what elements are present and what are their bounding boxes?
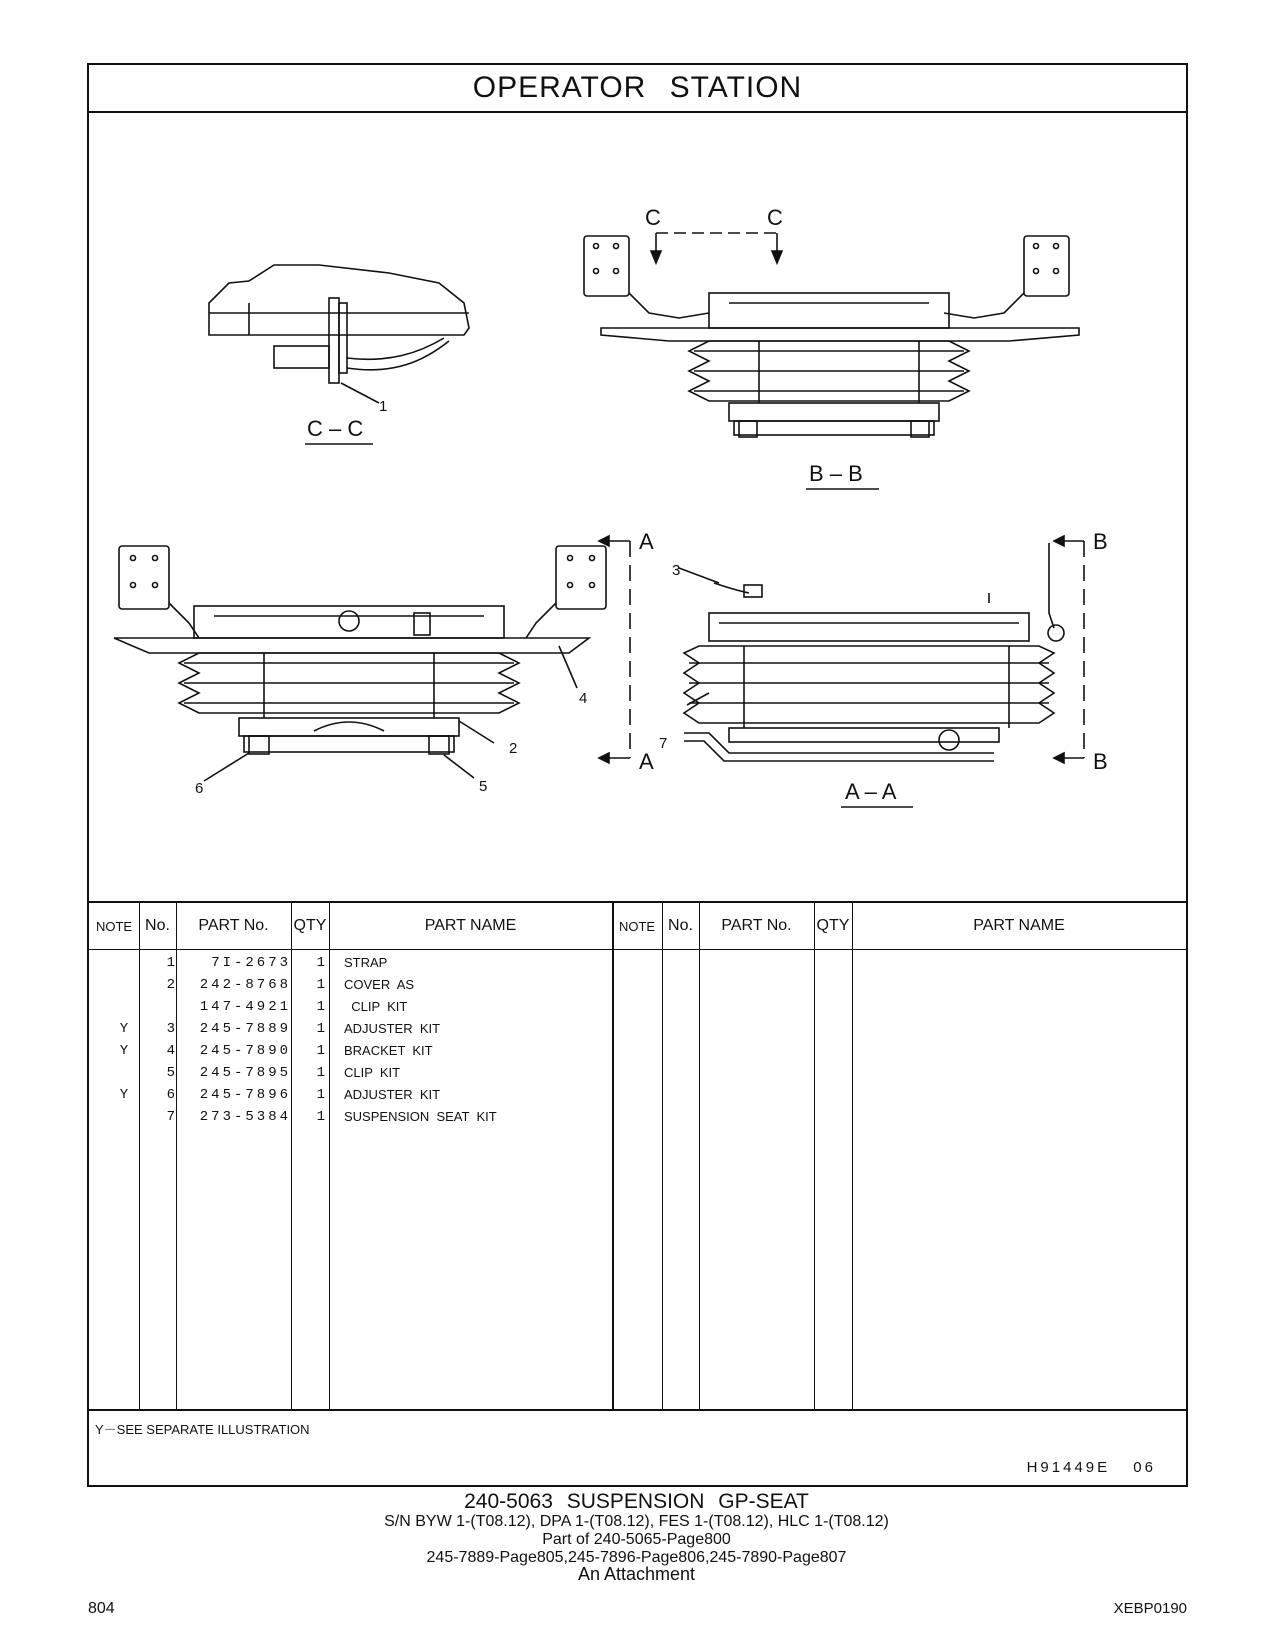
section-letter-c-left: C [645, 205, 661, 230]
note-legend: Y－SEE SEPARATE ILLUSTRATION [95, 1422, 310, 1437]
document-id: XEBP0190 [1113, 1600, 1187, 1617]
header-no-right: No. [668, 917, 693, 934]
header-partno-right: PART No. [721, 917, 792, 934]
view-front-drawing [114, 546, 606, 781]
title-bar [89, 65, 1186, 113]
callout-5: 5 [479, 778, 488, 795]
row-qty: 1 [316, 1109, 325, 1125]
table-row [89, 1065, 629, 1088]
row-qty: 1 [316, 1087, 325, 1103]
view-label-aa: A – A [845, 779, 897, 804]
row-no: 7 [166, 1109, 175, 1125]
row-qty: 1 [316, 977, 325, 993]
view-cc-drawing [209, 265, 469, 415]
row-part-name: CLIP KIT [344, 999, 408, 1014]
row-no: 1 [166, 955, 175, 971]
row-note: Y [119, 1043, 129, 1059]
header-partno-left: PART No. [198, 917, 269, 934]
row-qty: 1 [316, 955, 325, 971]
row-part-name: SUSPENSION SEAT KIT [344, 1109, 497, 1124]
table-row [89, 1043, 629, 1066]
callout-1: 1 [379, 398, 388, 415]
callout-6: 6 [195, 780, 204, 797]
parts-table [89, 901, 1186, 1409]
view-bb-drawing [584, 233, 1079, 437]
header-note-left: NOTE [95, 918, 133, 934]
row-part-no: 245-7896 [199, 1087, 291, 1103]
header-no-left: No. [145, 917, 170, 934]
header-divider [89, 949, 1186, 950]
row-qty: 1 [316, 999, 325, 1015]
table-row [89, 999, 629, 1022]
table-row [89, 955, 629, 978]
row-qty: 1 [316, 1043, 325, 1059]
col-divider [699, 903, 700, 1409]
row-part-name: BRACKET KIT [344, 1043, 433, 1058]
row-part-no: 245-7889 [199, 1021, 291, 1037]
table-row [89, 1109, 629, 1132]
caption-part-of: Part of 240-5065-Page800 [542, 1531, 731, 1548]
illustration-svg [89, 113, 1186, 901]
row-qty: 1 [316, 1021, 325, 1037]
row-part-name: ADJUSTER KIT [344, 1087, 441, 1102]
section-b-markers [1054, 536, 1084, 763]
section-a-markers [599, 536, 630, 763]
parts-sheet-frame [87, 63, 1188, 1487]
col-divider [662, 903, 663, 1409]
row-part-no: 242-8768 [199, 977, 291, 993]
callout-7: 7 [659, 735, 668, 752]
callout-4: 4 [579, 690, 588, 707]
view-label-cc: C – C [307, 416, 364, 441]
illustration-code: H91449E 06 [1026, 1459, 1156, 1476]
col-divider [852, 903, 853, 1409]
section-letter-c-right: C [767, 205, 783, 230]
caption-attachment: An Attachment [577, 1564, 696, 1584]
sheet-footer [89, 1409, 1186, 1487]
row-note: Y [119, 1087, 129, 1103]
section-letter-b-bottom: B [1093, 749, 1108, 774]
row-part-no: 245-7895 [199, 1065, 291, 1081]
section-letter-a-top: A [639, 529, 654, 554]
section-letter-b-top: B [1093, 529, 1108, 554]
header-note-right: NOTE [618, 918, 656, 934]
row-no: 2 [166, 977, 175, 993]
table-row [89, 1087, 629, 1110]
page-number: 804 [88, 1600, 115, 1617]
table-row [89, 977, 629, 1000]
row-part-name: STRAP [344, 955, 388, 970]
parts-illustration [89, 113, 1186, 903]
header-partname-left: PART NAME [424, 917, 517, 934]
view-label-bb: B – B [809, 461, 863, 486]
row-no: 5 [166, 1065, 175, 1081]
header-qty-right: QTY [816, 917, 850, 934]
caption-title: 240-5063 SUSPENSION GP-SEAT [464, 1490, 809, 1513]
row-no: 3 [166, 1021, 175, 1037]
header-qty-left: QTY [293, 917, 327, 934]
table-row [89, 1021, 629, 1044]
row-no: 4 [166, 1043, 175, 1059]
caption-references: 245-7889-Page805,245-7896-Page806,245-7890-Page807 [426, 1549, 847, 1566]
view-aa-drawing [679, 543, 1064, 761]
row-note: Y [119, 1021, 129, 1037]
caption-serials: S/N BYW 1-(T08.12), DPA 1-(T08.12), FES 1-(T08.12), HLC 1-(T08.12) [384, 1513, 889, 1530]
callout-3: 3 [672, 562, 681, 579]
page-title: OPERATOR STATION [472, 71, 803, 104]
section-letter-a-bottom: A [639, 749, 654, 774]
row-part-no: 7I-2673 [211, 955, 291, 971]
header-partname-right: PART NAME [973, 917, 1065, 934]
callout-2: 2 [509, 740, 518, 757]
col-divider [814, 903, 815, 1409]
row-qty: 1 [316, 1065, 325, 1081]
row-part-name: ADJUSTER KIT [344, 1021, 441, 1036]
row-part-name: CLIP KIT [344, 1065, 401, 1080]
row-no: 6 [166, 1087, 175, 1103]
row-part-no: 245-7890 [199, 1043, 291, 1059]
row-part-no: 147-4921 [199, 999, 291, 1015]
row-part-name: COVER AS [344, 977, 415, 992]
row-part-no: 273-5384 [199, 1109, 291, 1125]
